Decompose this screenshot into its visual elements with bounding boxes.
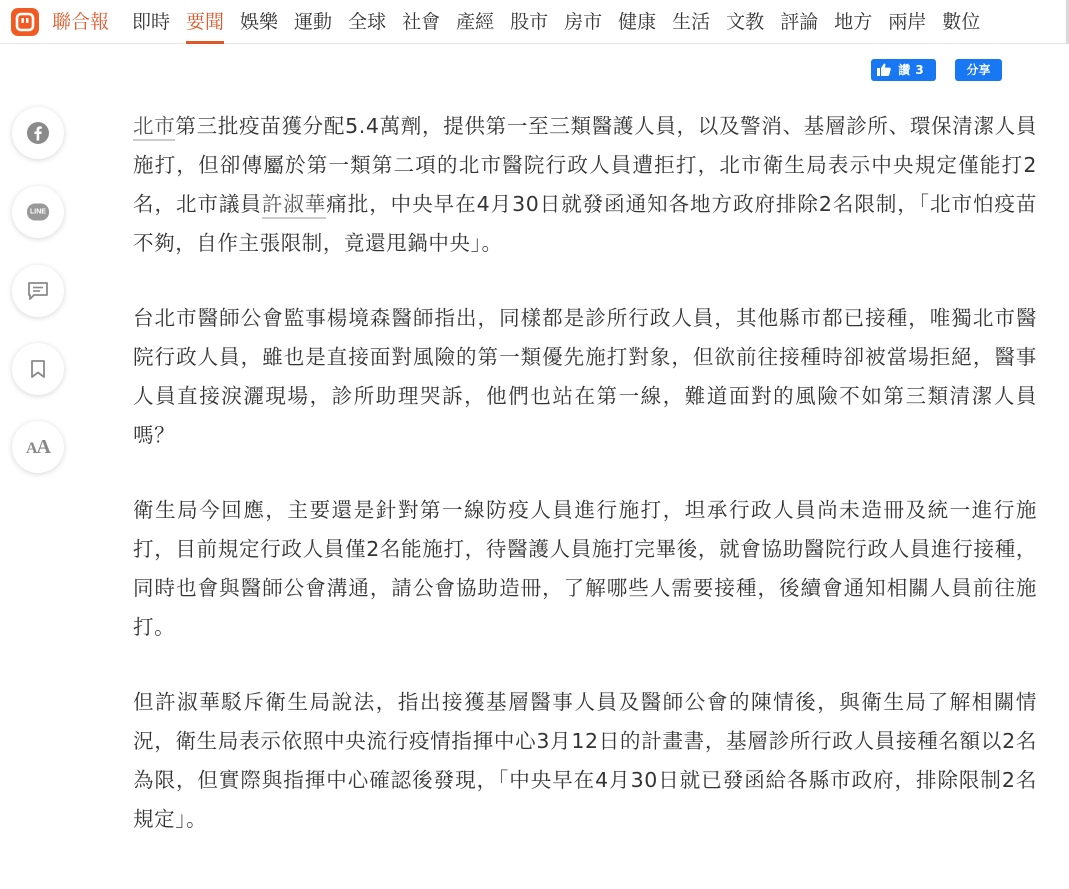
article-paragraph-1 — [133, 107, 1037, 263]
nav-item-society[interactable]: 社會 — [402, 11, 441, 33]
facebook-share-button[interactable]: 分享 — [955, 59, 1002, 81]
article-paragraph-4: 但許淑華駁斥衛生局說法，指出接獲基層醫事人員及醫師公會的陳情後，與衛生局了解相關情況，衛生局表示依照中央流行疫情指揮中心3月12日的計畫書，基層診所行政人員接種名額以2名為限，但實際與指揮中心確認後發現，「中央早在4月30日就已發函給各縣市政府，排除限制2名規定」。 — [133, 690, 1037, 831]
thumbs-up-icon — [877, 63, 891, 76]
nav-item-opinion[interactable]: 評論 — [780, 11, 819, 33]
article-body — [133, 107, 1037, 875]
nav-item-instant[interactable]: 即時 — [132, 11, 171, 33]
paragraph-1-text-a: 第三批疫苗獲分配5.4萬劑，提供第一至三類醫護人員，以及警消、基層診所、環保清潔人員施打，但卻傳屬於第一類第二項的北市醫院行政人員遭拒打，北市衛生局表示中央規定僅能打2名，北市議員 — [133, 114, 1037, 216]
nav-item-health[interactable]: 健康 — [618, 11, 657, 33]
comment-rail-button[interactable] — [12, 265, 64, 317]
like-count: 3 — [915, 63, 924, 77]
bookmark-icon — [30, 359, 46, 379]
bookmark-rail-button[interactable] — [12, 343, 64, 395]
line-share-rail-button[interactable] — [12, 186, 64, 238]
font-size-rail-button[interactable] — [12, 421, 64, 473]
nav-item-stocks[interactable]: 股市 — [510, 11, 549, 33]
nav-item-entertainment[interactable]: 娛樂 — [240, 11, 279, 33]
facebook-share-rail-button[interactable] — [12, 107, 64, 159]
nav-item-education[interactable]: 文教 — [726, 11, 765, 33]
article-paragraph-3: 衛生局今回應，主要還是針對第一線防疫人員進行施打，坦承行政人員尚未造冊及統一進行施打，目前規定行政人員僅2名能施打，待醫護人員施打完畢後，就會協助醫院行政人員進行接種，同時也會與醫師公會溝通，請公會協助造冊，了解哪些人需要接種，後續會通知相關人員前往施打。 — [133, 498, 1037, 639]
section-nav — [132, 9, 996, 44]
nav-item-cross-strait[interactable]: 兩岸 — [888, 11, 927, 33]
nav-item-life[interactable]: 生活 — [672, 11, 711, 33]
nav-item-housing[interactable]: 房市 — [564, 11, 603, 33]
udn-logo-icon[interactable] — [11, 8, 39, 36]
article-paragraph-2: 台北市醫師公會監事楊境森醫師指出，同樣都是診所行政人員，其他縣市都已接種，唯獨北市醫院行政人員，雖也是直接面對風險的第一類優先施打對象，但欲前往接種時卻被當場拒絕，醫事人員直接淚灑現場，診所助理哭訴，他們也站在第一線，難道面對的風險不如第三類清潔人員嗎？ — [133, 306, 1037, 447]
nav-item-economy[interactable]: 產經 — [456, 11, 495, 33]
comment-icon — [27, 281, 49, 301]
brand-name[interactable]: 聯合報 — [52, 11, 110, 33]
keyword-link-hsu-shu-hua[interactable]: 許淑華 — [262, 192, 326, 219]
keyword-link-taipei[interactable]: 北市 — [133, 114, 175, 141]
line-icon: LINE — [27, 204, 49, 221]
nav-item-sports[interactable]: 運動 — [294, 11, 333, 33]
like-label: 讚 — [898, 63, 911, 77]
paragraph-1-text-b: 痛批，中央早在4月30日就發函通知各地方政府排除2名限制，「北市怕疫苗不夠，自作主張限制，竟還甩鍋中央」。 — [133, 192, 1037, 255]
font-size-icon: AA — [25, 436, 50, 458]
facebook-like-button[interactable] — [871, 59, 936, 81]
nav-item-global[interactable]: 全球 — [348, 11, 387, 33]
nav-item-headlines[interactable]: 要聞 — [186, 9, 224, 44]
nav-item-local[interactable]: 地方 — [834, 11, 873, 33]
top-navigation — [0, 0, 1069, 44]
nav-item-digital[interactable]: 數位 — [942, 11, 981, 33]
facebook-icon — [26, 121, 50, 145]
